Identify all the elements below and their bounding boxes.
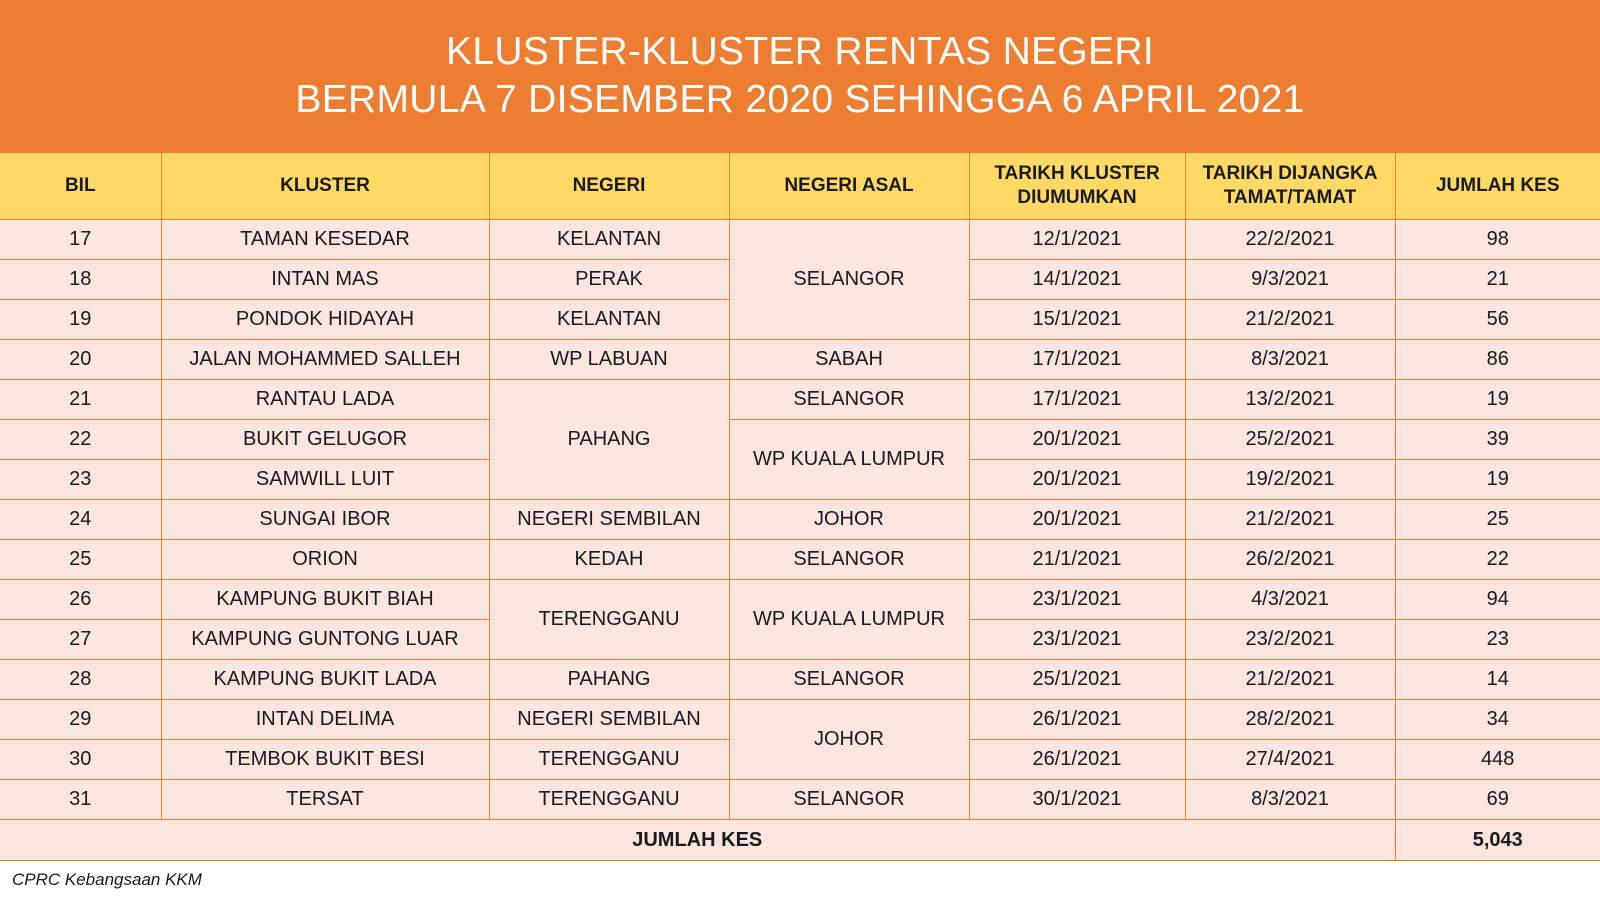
cell-kluster: TERSAT [161,780,489,820]
cell-negeri-asal: SELANGOR [729,220,969,340]
cell-tarikh-diumumkan: 23/1/2021 [969,580,1185,620]
col-header-kluster: KLUSTER [161,153,489,220]
cell-tarikh-tamat: 25/2/2021 [1185,420,1395,460]
cell-kluster: TAMAN KESEDAR [161,220,489,260]
cell-negeri: KELANTAN [489,220,729,260]
col-header-tarikh-diumumkan-line2: DIUMUMKAN [1017,187,1137,208]
cell-bil: 17 [0,220,161,260]
cell-jumlah-kes: 448 [1395,740,1600,780]
cell-jumlah-kes: 94 [1395,580,1600,620]
cell-kluster: ORION [161,540,489,580]
cell-bil: 21 [0,380,161,420]
cell-jumlah-kes: 69 [1395,780,1600,820]
cell-negeri: KEDAH [489,540,729,580]
cell-negeri: TERENGGANU [489,780,729,820]
cell-jumlah-kes: 39 [1395,420,1600,460]
cell-negeri: TERENGGANU [489,580,729,660]
cell-tarikh-tamat: 21/2/2021 [1185,500,1395,540]
cell-negeri-asal: JOHOR [729,500,969,540]
cell-tarikh-tamat: 8/3/2021 [1185,780,1395,820]
cell-tarikh-diumumkan: 20/1/2021 [969,420,1185,460]
cell-negeri: PAHANG [489,660,729,700]
cell-jumlah-kes: 25 [1395,500,1600,540]
cell-tarikh-diumumkan: 26/1/2021 [969,740,1185,780]
cell-kluster: RANTAU LADA [161,380,489,420]
cell-negeri-asal: SELANGOR [729,660,969,700]
cell-bil: 28 [0,660,161,700]
cell-tarikh-tamat: 9/3/2021 [1185,260,1395,300]
total-value: 5,043 [1395,820,1600,861]
cell-kluster: SAMWILL LUIT [161,460,489,500]
col-header-tarikh-tamat-line1: TARIKH DIJANGKA [1202,163,1378,184]
cell-negeri: KELANTAN [489,300,729,340]
cell-jumlah-kes: 86 [1395,340,1600,380]
cell-tarikh-tamat: 8/3/2021 [1185,340,1395,380]
cell-bil: 23 [0,460,161,500]
cell-kluster: INTAN MAS [161,260,489,300]
cell-bil: 27 [0,620,161,660]
cell-tarikh-diumumkan: 20/1/2021 [969,460,1185,500]
col-header-negeri-asal: NEGERI ASAL [729,153,969,220]
cell-bil: 30 [0,740,161,780]
cell-bil: 29 [0,700,161,740]
cell-jumlah-kes: 98 [1395,220,1600,260]
cell-kluster: PONDOK HIDAYAH [161,300,489,340]
table-row [0,540,1600,580]
cluster-table [0,152,1600,861]
col-header-bil: BIL [0,153,161,220]
total-row [0,820,1600,861]
table-row [0,780,1600,820]
cell-negeri-asal: WP KUALA LUMPUR [729,580,969,660]
cell-tarikh-tamat: 4/3/2021 [1185,580,1395,620]
cell-kluster: JALAN MOHAMMED SALLEH [161,340,489,380]
cell-jumlah-kes: 19 [1395,380,1600,420]
cell-bil: 24 [0,500,161,540]
title-line-2: BERMULA 7 DISEMBER 2020 SEHINGGA 6 APRIL 2021 [295,78,1305,121]
cell-jumlah-kes: 56 [1395,300,1600,340]
cell-kluster: TEMBOK BUKIT BESI [161,740,489,780]
cell-bil: 26 [0,580,161,620]
cell-tarikh-tamat: 26/2/2021 [1185,540,1395,580]
table-row [0,380,1600,420]
cell-bil: 18 [0,260,161,300]
table-row [0,500,1600,540]
col-header-jumlah-kes: JUMLAH KES [1395,153,1600,220]
cell-tarikh-diumumkan: 17/1/2021 [969,340,1185,380]
cell-negeri: PERAK [489,260,729,300]
cell-tarikh-diumumkan: 20/1/2021 [969,500,1185,540]
table-row [0,220,1600,260]
cell-bil: 20 [0,340,161,380]
cell-tarikh-tamat: 13/2/2021 [1185,380,1395,420]
cell-tarikh-tamat: 28/2/2021 [1185,700,1395,740]
cell-bil: 22 [0,420,161,460]
cell-kluster: KAMPUNG GUNTONG LUAR [161,620,489,660]
col-header-negeri: NEGERI [489,153,729,220]
cell-kluster: KAMPUNG BUKIT LADA [161,660,489,700]
col-header-tarikh-tamat [1185,153,1395,220]
title-banner [0,0,1600,152]
cell-tarikh-diumumkan: 26/1/2021 [969,700,1185,740]
cell-jumlah-kes: 19 [1395,460,1600,500]
cell-kluster: KAMPUNG BUKIT BIAH [161,580,489,620]
source-note: CPRC Kebangsaan KKM [12,870,202,889]
cell-jumlah-kes: 22 [1395,540,1600,580]
table-row [0,700,1600,740]
table-row [0,340,1600,380]
cell-tarikh-diumumkan: 12/1/2021 [969,220,1185,260]
cell-tarikh-tamat: 23/2/2021 [1185,620,1395,660]
cell-bil: 31 [0,780,161,820]
cell-tarikh-diumumkan: 17/1/2021 [969,380,1185,420]
cell-negeri: NEGERI SEMBILAN [489,500,729,540]
table-header-row [0,153,1600,220]
table-row [0,660,1600,700]
cell-tarikh-diumumkan: 25/1/2021 [969,660,1185,700]
cell-tarikh-tamat: 21/2/2021 [1185,660,1395,700]
cell-negeri: NEGERI SEMBILAN [489,700,729,740]
cell-tarikh-diumumkan: 30/1/2021 [969,780,1185,820]
cell-negeri: WP LABUAN [489,340,729,380]
cell-jumlah-kes: 14 [1395,660,1600,700]
cell-kluster: BUKIT GELUGOR [161,420,489,460]
cell-tarikh-diumumkan: 23/1/2021 [969,620,1185,660]
cell-negeri-asal: SELANGOR [729,380,969,420]
cell-tarikh-diumumkan: 14/1/2021 [969,260,1185,300]
cell-kluster: SUNGAI IBOR [161,500,489,540]
cell-negeri-asal: JOHOR [729,700,969,780]
cell-jumlah-kes: 34 [1395,700,1600,740]
cell-negeri-asal: SELANGOR [729,780,969,820]
cell-tarikh-diumumkan: 21/1/2021 [969,540,1185,580]
table-row [0,580,1600,620]
cell-negeri-asal: WP KUALA LUMPUR [729,420,969,500]
total-label: JUMLAH KES [0,820,1395,861]
cell-negeri: PAHANG [489,380,729,500]
cell-jumlah-kes: 21 [1395,260,1600,300]
col-header-tarikh-diumumkan-line1: TARIKH KLUSTER [994,163,1160,184]
title-line-1: KLUSTER-KLUSTER RENTAS NEGERI [446,30,1154,73]
cell-tarikh-tamat: 22/2/2021 [1185,220,1395,260]
cell-negeri-asal: SABAH [729,340,969,380]
cell-bil: 25 [0,540,161,580]
cell-tarikh-tamat: 19/2/2021 [1185,460,1395,500]
cell-tarikh-diumumkan: 15/1/2021 [969,300,1185,340]
cell-kluster: INTAN DELIMA [161,700,489,740]
cell-tarikh-tamat: 21/2/2021 [1185,300,1395,340]
table-row [0,420,1600,460]
col-header-tarikh-tamat-line2: TAMAT/TAMAT [1223,187,1357,208]
col-header-tarikh-diumumkan [969,153,1185,220]
cell-jumlah-kes: 23 [1395,620,1600,660]
cell-negeri-asal: SELANGOR [729,540,969,580]
cell-bil: 19 [0,300,161,340]
cell-negeri: TERENGGANU [489,740,729,780]
cell-tarikh-tamat: 27/4/2021 [1185,740,1395,780]
